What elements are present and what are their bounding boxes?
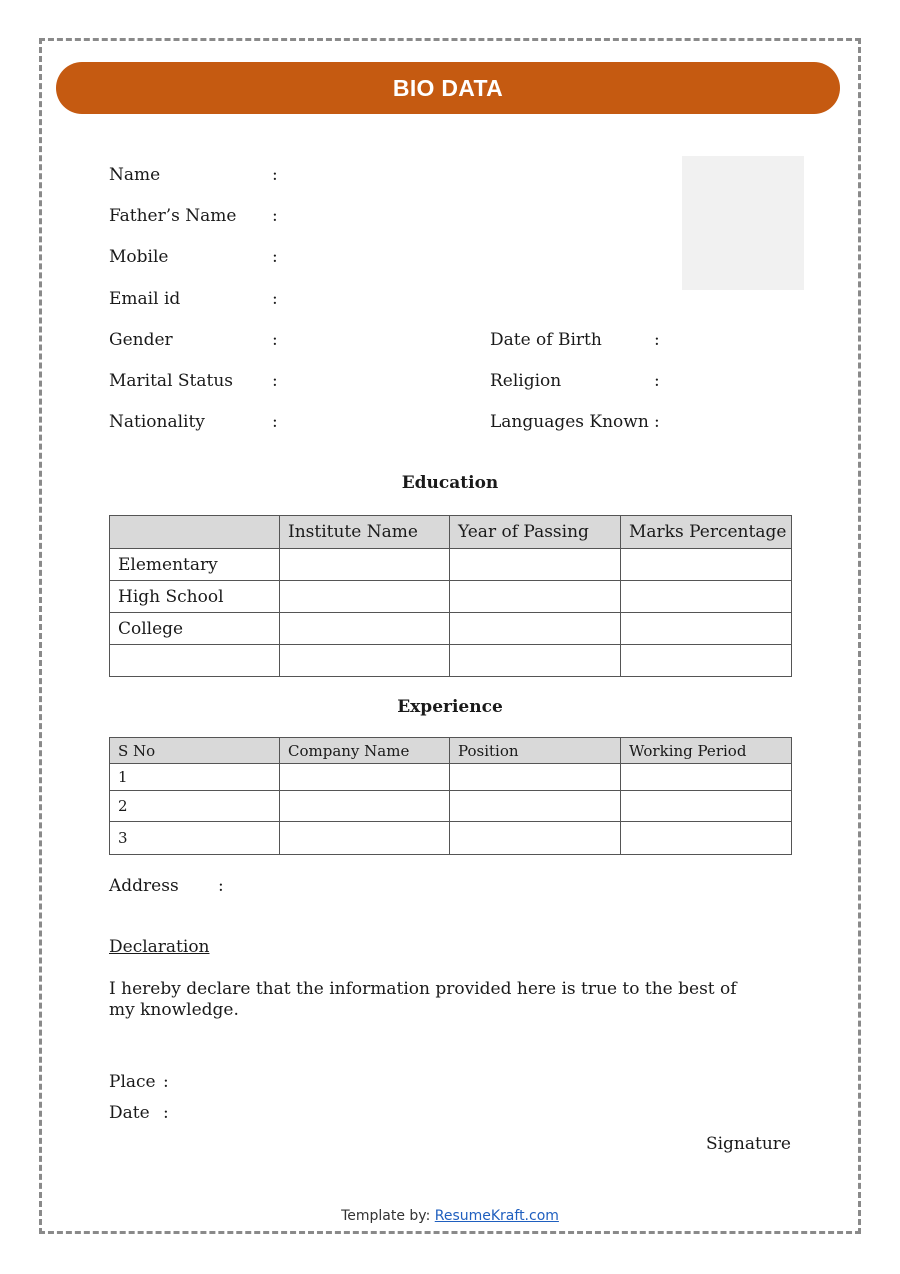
company-cell[interactable]: [280, 764, 450, 791]
photo-placeholder: [682, 156, 804, 290]
year-cell[interactable]: [450, 645, 621, 677]
name-colon: :: [272, 165, 278, 185]
marks-cell[interactable]: [621, 549, 792, 581]
education-heading: Education: [401, 473, 499, 493]
company-cell[interactable]: [280, 791, 450, 822]
position-cell[interactable]: [450, 822, 621, 855]
gender-colon: :: [272, 330, 278, 350]
institute-cell[interactable]: [280, 613, 450, 645]
declaration-text: I hereby declare that the information provided here is true to the best of my knowledge.: [109, 979, 737, 1020]
date-colon: :: [163, 1103, 169, 1123]
year-cell[interactable]: [450, 581, 621, 613]
position-cell[interactable]: [450, 791, 621, 822]
experience-col-header: Company Name: [280, 738, 450, 764]
serial-number-cell: 2: [110, 791, 280, 822]
institute-cell[interactable]: [280, 549, 450, 581]
table-row: [110, 791, 792, 822]
education-col-header: Institute Name: [280, 516, 450, 549]
religion-label: Religion: [490, 371, 562, 391]
marks-cell[interactable]: [621, 581, 792, 613]
address-colon: :: [218, 876, 224, 896]
resumekraft-link[interactable]: ResumeKraft.com: [434, 1208, 559, 1224]
footer: [0, 1208, 900, 1224]
year-cell[interactable]: [450, 613, 621, 645]
place-field: [109, 1072, 169, 1092]
signature-label: Signature: [705, 1134, 791, 1154]
serial-number-cell: 1: [110, 764, 280, 791]
education-col-header: [110, 516, 280, 549]
footer-prefix: Template by:: [341, 1208, 435, 1224]
company-cell[interactable]: [280, 822, 450, 855]
header-banner: [56, 62, 840, 114]
table-row: [110, 822, 792, 855]
email-colon: :: [272, 289, 278, 309]
date-label: Date: [109, 1103, 150, 1123]
marital-status-colon: :: [272, 371, 278, 391]
date-of-birth-colon: :: [654, 330, 660, 350]
date-of-birth-label: Date of Birth: [490, 330, 602, 350]
table-row: [110, 645, 792, 677]
institute-cell[interactable]: [280, 581, 450, 613]
education-level-cell: College: [110, 613, 280, 645]
mobile-colon: :: [272, 247, 278, 267]
religion-colon: :: [654, 371, 660, 391]
working-period-cell[interactable]: [621, 764, 792, 791]
marks-cell[interactable]: [621, 645, 792, 677]
marks-cell[interactable]: [621, 613, 792, 645]
education-level-cell: Elementary: [110, 549, 280, 581]
experience-col-header: S No: [110, 738, 280, 764]
fathers-name-colon: :: [272, 206, 278, 226]
education-table: [109, 515, 792, 677]
date-field: [109, 1103, 169, 1123]
table-row: [110, 581, 792, 613]
experience-table: [109, 737, 792, 855]
education-col-header: Year of Passing: [450, 516, 621, 549]
table-row: [110, 764, 792, 791]
education-header-row: [110, 516, 792, 549]
gender-label: Gender: [109, 330, 173, 350]
address-label: Address: [109, 876, 179, 896]
email-label: Email id: [109, 289, 181, 309]
nationality-colon: :: [272, 412, 278, 432]
languages-known-label: Languages Known: [490, 412, 649, 432]
experience-heading: Experience: [397, 697, 503, 717]
mobile-label: Mobile: [109, 247, 169, 267]
education-col-header: Marks Percentage: [621, 516, 792, 549]
nationality-label: Nationality: [109, 412, 205, 432]
languages-known-colon: :: [654, 412, 660, 432]
place-colon: :: [163, 1072, 169, 1092]
table-row: [110, 613, 792, 645]
marital-status-label: Marital Status: [109, 371, 234, 391]
education-level-cell: High School: [110, 581, 280, 613]
experience-col-header: Working Period: [621, 738, 792, 764]
institute-cell[interactable]: [280, 645, 450, 677]
working-period-cell[interactable]: [621, 791, 792, 822]
experience-col-header: Position: [450, 738, 621, 764]
table-row: [110, 549, 792, 581]
declaration-heading: Declaration: [109, 937, 210, 957]
year-cell[interactable]: [450, 549, 621, 581]
education-level-cell[interactable]: [110, 645, 280, 677]
name-label: Name: [109, 165, 161, 185]
place-label: Place: [109, 1072, 156, 1092]
experience-header-row: [110, 738, 792, 764]
page-title: BIO DATA: [392, 74, 504, 101]
serial-number-cell: 3: [110, 822, 280, 855]
fathers-name-label: Father’s Name: [109, 206, 237, 226]
address-field: [109, 876, 224, 896]
position-cell[interactable]: [450, 764, 621, 791]
working-period-cell[interactable]: [621, 822, 792, 855]
